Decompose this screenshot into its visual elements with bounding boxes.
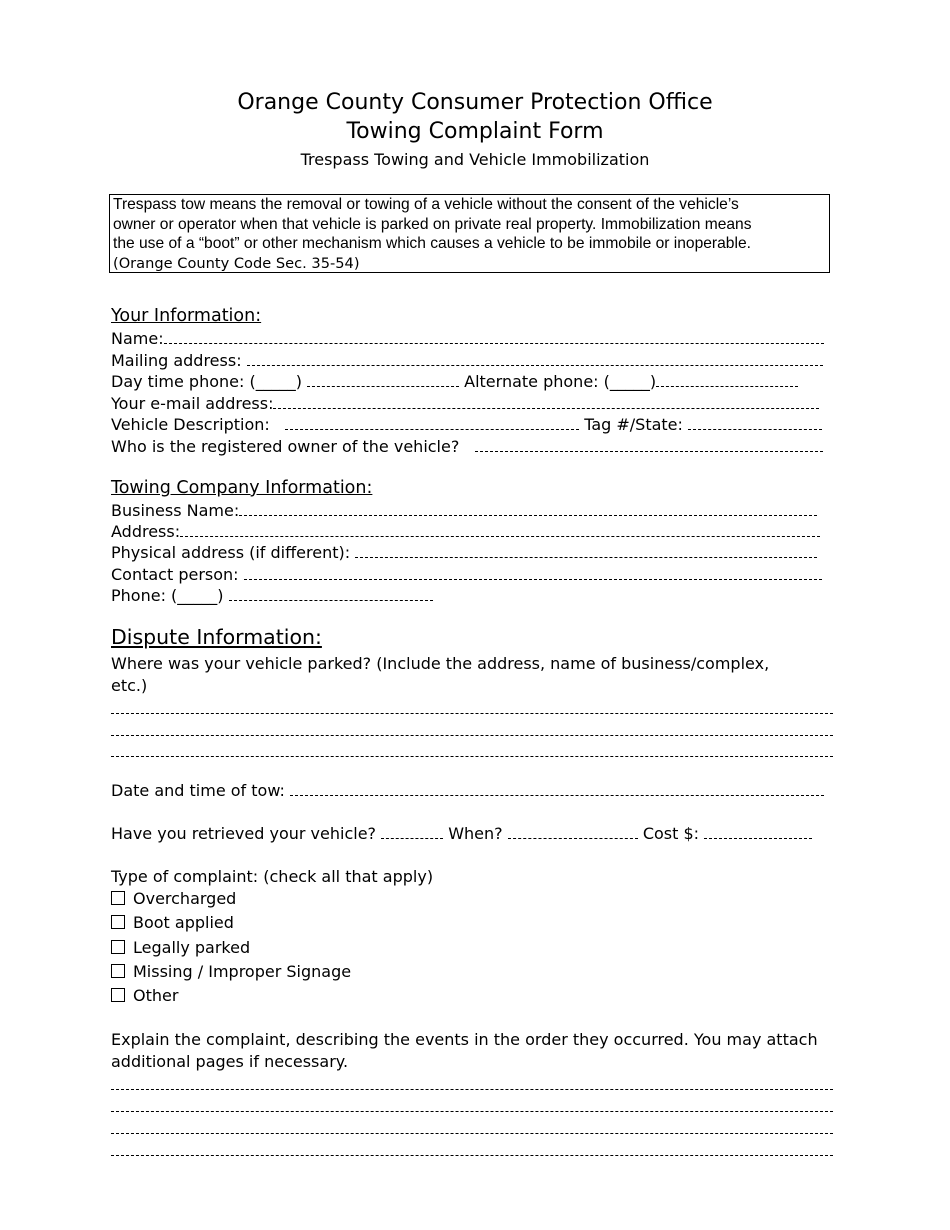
tow-date-row (111, 781, 824, 801)
option-legally-parked[interactable] (111, 938, 250, 958)
business-name-label: Business Name: (111, 501, 240, 520)
notice-citation: (Orange County Code Sec. 35-54) (113, 254, 360, 272)
tag-state-field[interactable] (688, 415, 822, 430)
dispute-information-heading: Dispute Information: (111, 625, 322, 649)
parked-location-line-3[interactable] (111, 756, 833, 757)
mailing-address-row (111, 351, 823, 371)
vehicle-parked-question: Where was your vehicle parked? (Include the address, name of business/complex, (111, 654, 770, 673)
towing-company-heading: Towing Company Information: (111, 478, 373, 498)
parked-location-line-1[interactable] (111, 713, 833, 714)
option-boot-applied[interactable] (111, 913, 234, 933)
physical-address-row (111, 543, 817, 563)
name-row (111, 329, 824, 349)
towing-phone-label: Phone: (_____) (111, 586, 224, 605)
registered-owner-field[interactable] (475, 437, 823, 452)
option-label: Boot applied (133, 913, 234, 932)
explanation-line-4[interactable] (111, 1155, 833, 1156)
phone-row (111, 372, 798, 392)
vehicle-row (111, 415, 822, 435)
business-name-row (111, 501, 817, 521)
towing-address-label: Address: (111, 522, 181, 541)
name-label: Name: (111, 329, 164, 348)
explanation-line-1[interactable] (111, 1089, 833, 1090)
alternate-phone-label: Alternate phone: (_____) (464, 372, 657, 391)
name-field[interactable] (164, 329, 824, 344)
vehicle-description-field[interactable] (285, 415, 579, 430)
vehicle-parked-question-cont: etc.) (111, 676, 148, 695)
explain-instructions-cont: additional pages if necessary. (111, 1052, 349, 1071)
day-phone-field[interactable] (307, 372, 459, 387)
option-label: Other (133, 986, 179, 1005)
registered-owner-label: Who is the registered owner of the vehicle? (111, 437, 460, 456)
tow-date-field[interactable] (290, 781, 824, 796)
option-missing-signage[interactable] (111, 962, 351, 982)
when-label: When? (448, 824, 503, 843)
email-row (111, 394, 819, 414)
explain-instructions: Explain the complaint, describing the events in the order they occurred. You may attach (111, 1030, 818, 1049)
towing-phone-field[interactable] (229, 586, 433, 601)
notice-line: Trespass tow means the removal or towing of a vehicle without the consent of the vehicle’s (113, 196, 739, 213)
option-label: Missing / Improper Signage (133, 962, 352, 981)
checkbox[interactable] (111, 988, 125, 1002)
mailing-address-label: Mailing address: (111, 351, 242, 370)
registered-owner-row (111, 437, 823, 457)
parked-location-line-2[interactable] (111, 735, 833, 736)
retrieval-row (111, 824, 812, 844)
form-subtitle: Trespass Towing and Vehicle Immobilization (300, 150, 650, 169)
notice-line: the use of a “boot” or other mechanism which causes a vehicle to be immobile or inoperable. (113, 235, 751, 252)
option-label: Legally parked (133, 938, 251, 957)
contact-person-field[interactable] (244, 565, 822, 580)
business-name-field[interactable] (239, 501, 817, 516)
cost-field[interactable] (704, 824, 812, 839)
checkbox[interactable] (111, 964, 125, 978)
explanation-line-2[interactable] (111, 1111, 833, 1112)
contact-person-label: Contact person: (111, 565, 239, 584)
your-information-heading: Your Information: (111, 306, 262, 326)
notice-line: owner or operator when that vehicle is parked on private real property. Immobilization means (113, 215, 752, 233)
checkbox[interactable] (111, 915, 125, 929)
option-label: Overcharged (133, 889, 237, 908)
retrieved-label: Have you retrieved your vehicle? (111, 824, 377, 843)
physical-address-field[interactable] (355, 543, 817, 558)
tow-date-label: Date and time of tow: (111, 781, 285, 800)
option-overcharged[interactable] (111, 889, 236, 909)
day-phone-label: Day time phone: (_____) (111, 372, 302, 391)
alternate-phone-field[interactable] (656, 372, 798, 387)
email-field[interactable] (273, 394, 819, 409)
tag-state-label: Tag #/State: (584, 415, 683, 434)
towing-address-field[interactable] (180, 522, 820, 537)
definition-notice-box (109, 194, 830, 273)
contact-person-row (111, 565, 822, 585)
complaint-type-label: Type of complaint: (check all that apply) (111, 867, 434, 886)
vehicle-description-label: Vehicle Description: (111, 415, 270, 434)
retrieved-field[interactable] (381, 824, 443, 839)
when-field[interactable] (508, 824, 638, 839)
cost-label: Cost $: (642, 824, 700, 843)
explanation-line-3[interactable] (111, 1133, 833, 1134)
option-other[interactable] (111, 986, 178, 1006)
checkbox[interactable] (111, 940, 125, 954)
physical-address-label: Physical address (if different): (111, 543, 351, 562)
checkbox[interactable] (111, 891, 125, 905)
email-label: Your e-mail address: (111, 394, 274, 413)
mailing-address-field[interactable] (247, 351, 823, 366)
towing-address-row (111, 522, 820, 542)
towing-phone-row (111, 586, 433, 606)
office-title: Orange County Consumer Protection Office (237, 90, 713, 115)
form-title: Towing Complaint Form (346, 119, 604, 144)
